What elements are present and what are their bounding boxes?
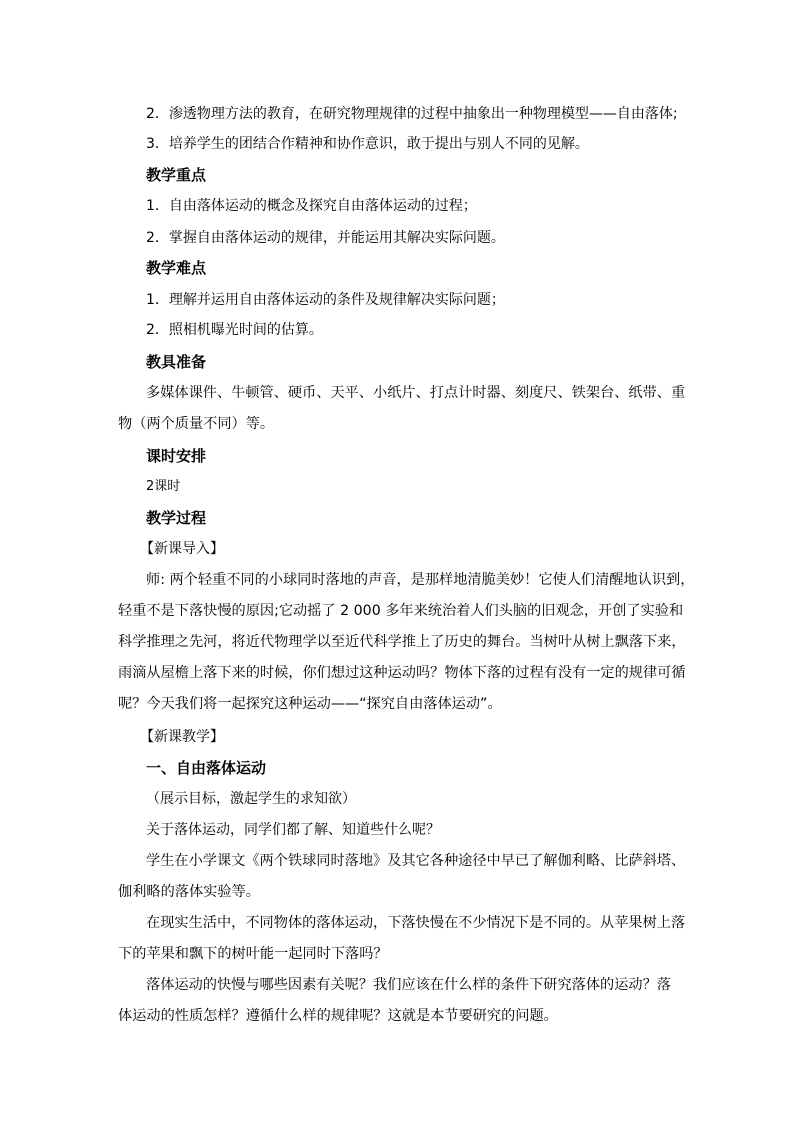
intro-line: 雨滴从屋檐上落下来的时候，你们想过这种运动吗？物体下落的过程有没有一定的规律可循 xyxy=(118,665,686,681)
difficulty-item: 1．理解并运用自由落体运动的条件及规律解决实际问题； xyxy=(146,292,505,308)
schedule-heading: 课时安排 xyxy=(146,447,207,465)
paragraph-line: 在现实生活中，不同物体的落体运动，下落快慢在不少情况下是不同的。从苹果树上落 xyxy=(146,915,686,931)
teach-label: 【新课教学】 xyxy=(140,729,224,745)
materials-paragraph xyxy=(118,378,686,440)
difficulty-item: 2．照相机曝光时间的估算。 xyxy=(146,322,323,338)
paragraph-line: 体运动的性质怎样？遵循什么样的规律呢？这就是本节要研究的问题。 xyxy=(118,1008,558,1024)
intro-line: 呢？今天我们将一起探究这种运动——“探究自由落体运动”。 xyxy=(118,696,502,712)
materials-line: 多媒体课件、牛顿管、硬币、天平、小纸片、打点计时器、刻度尺、铁架台、纸带、重 xyxy=(146,385,686,401)
section-1-note: （展示目标，激起学生的求知欲） xyxy=(146,791,356,807)
key-point-item: 1．自由落体运动的概念及探究自由落体运动的过程； xyxy=(146,198,477,214)
key-point-item: 2．掌握自由落体运动的规律，并能运用其解决实际问题。 xyxy=(146,230,505,246)
section-1-title: 一、自由落体运动 xyxy=(146,759,267,777)
paragraph-3 xyxy=(118,970,678,1032)
intro-line: 科学推理之先河，将近代物理学以至近代科学推上了历史的舞台。当树叶从树上飘落下来， xyxy=(118,634,686,650)
schedule-value: 2课时 xyxy=(146,479,181,494)
goal-item-2: 2．渗透物理方法的教育，在研究物理规律的过程中抽象出一种物理模型——自由落体; xyxy=(146,106,678,122)
intro-line: 师: 两个轻重不同的小球同时落地的声音，是那样地清脆美妙！它使人们清醒地认识到， xyxy=(146,572,695,588)
paragraph-line: 学生在小学课文《两个铁球同时落地》及其它各种途径中早已了解伽利略、比萨斜塔、 xyxy=(146,853,686,869)
paragraph-2 xyxy=(118,908,686,970)
paragraph-line: 伽利略的落体实验等。 xyxy=(118,884,260,900)
paragraph-1 xyxy=(118,846,686,908)
difficulties-heading: 教学难点 xyxy=(146,259,207,277)
intro-label: 【新课导入】 xyxy=(140,541,224,557)
paragraph-line: 下的苹果和飘下的树叶能一起同时下落吗？ xyxy=(118,946,388,962)
question-1: 关于落体运动，同学们都了解、知道些什么呢？ xyxy=(146,822,440,838)
materials-heading: 教具准备 xyxy=(146,353,207,371)
key-points-heading: 教学重点 xyxy=(146,166,207,184)
materials-line: 物（两个质量不同）等。 xyxy=(118,416,275,432)
process-heading: 教学过程 xyxy=(146,509,207,527)
goal-item-3: 3．培养学生的团结合作精神和协作意识，敢于提出与别人不同的见解。 xyxy=(146,136,589,152)
paragraph-line: 落体运动的快慢与哪些因素有关呢？我们应该在什么样的条件下研究落体的运动？落 xyxy=(146,977,671,993)
intro-line: 轻重不是下落快慢的原因;它动摇了 2 000 多年来统治着人们头脑的旧观念，开创了实验和 xyxy=(118,603,684,619)
intro-paragraph xyxy=(118,565,695,720)
